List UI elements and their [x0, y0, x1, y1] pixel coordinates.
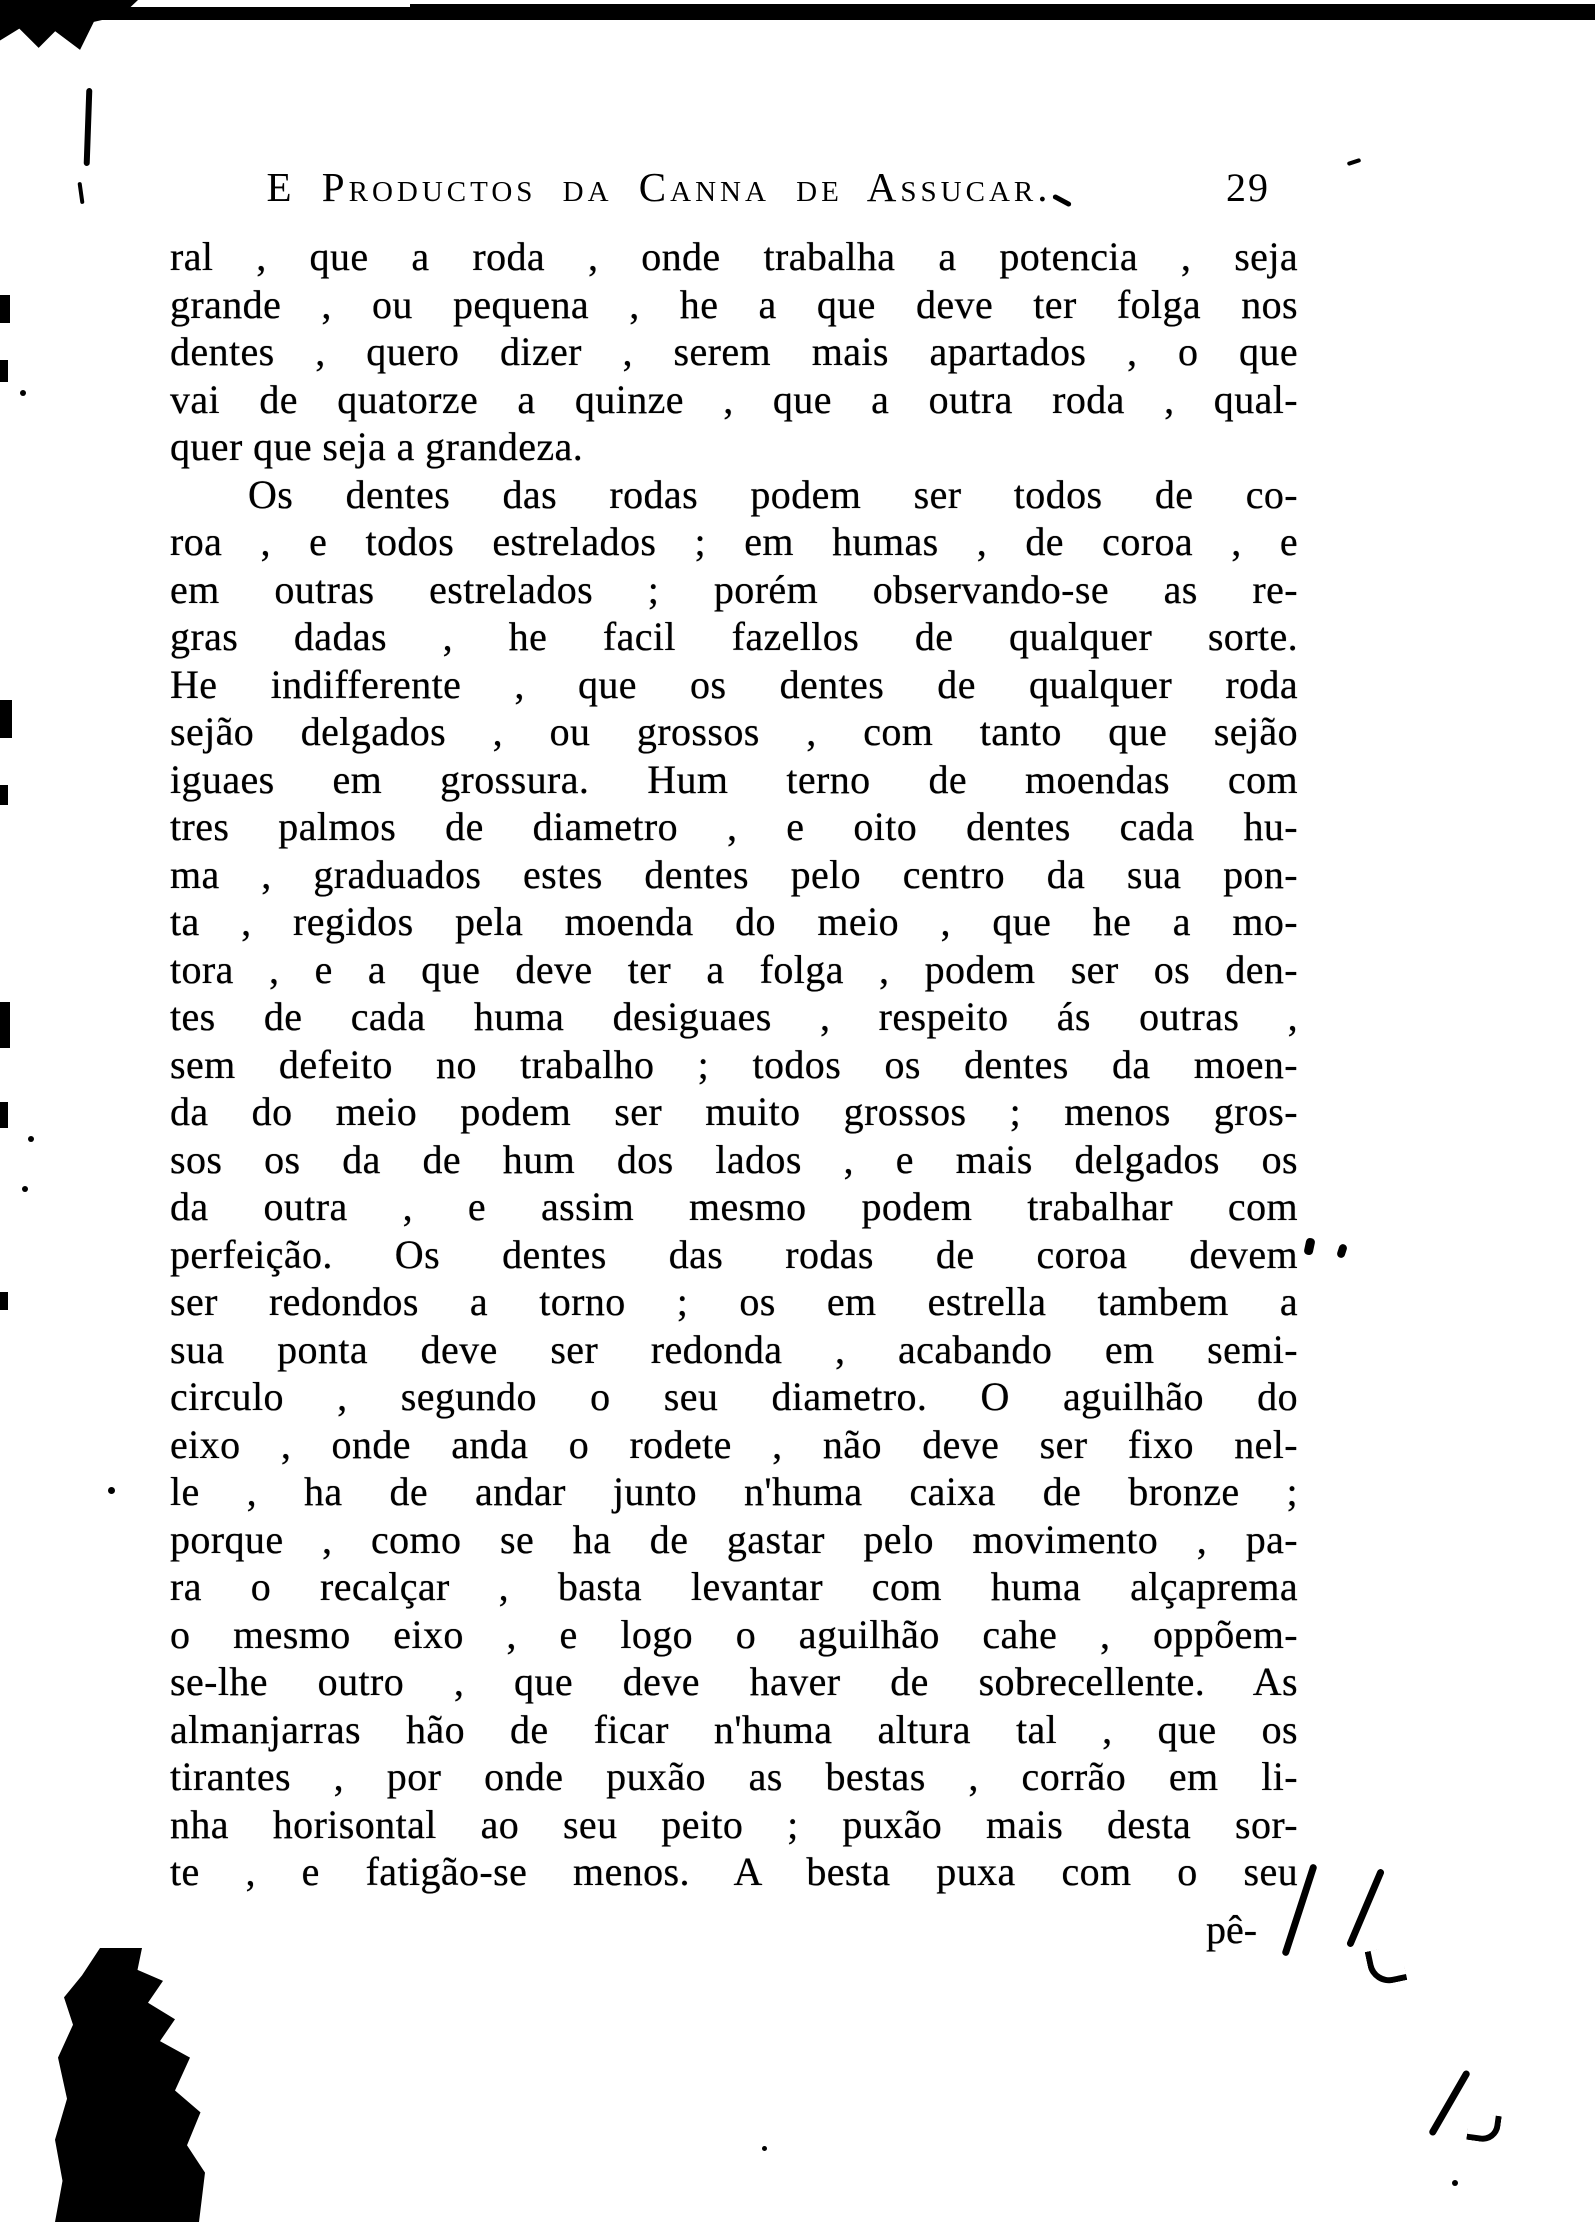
text-line: circulo , segundo o seu diametro. O aguilhão do	[170, 1374, 1298, 1419]
scan-left-edge-artifact	[0, 785, 8, 805]
scan-left-edge-artifact	[0, 700, 12, 738]
pen-tick	[1347, 158, 1362, 166]
text-line: tes de cada huma desiguaes , respeito ás outras ,	[170, 994, 1298, 1039]
scan-top-edge-artifact	[410, 4, 1595, 12]
scan-left-edge-artifact	[0, 1102, 8, 1128]
text-line: sos os da de hum dos lados , e mais delgados os	[170, 1136, 1298, 1182]
pen-scribble	[1346, 1868, 1385, 1948]
scan-corner-blotch	[0, 0, 138, 52]
text-line: ra o recalçar , basta levantar com huma alçaprema	[170, 1564, 1298, 1609]
text-line: nha horisontal ao seu peito ; puxão mais desta sor-	[170, 1801, 1298, 1847]
text-line: tora , e a que deve ter a folga , podem ser os den-	[170, 946, 1298, 992]
text-line: eixo , onde anda o rodete , não deve ser fixo nel-	[170, 1421, 1298, 1467]
text-line: gras dadas , he facil fazellos de qualquer sorte.	[170, 614, 1298, 659]
ink-speck	[28, 1136, 34, 1142]
ink-blotch	[55, 1948, 205, 2222]
text-line: sua ponta deve ser redonda , acabando em semi-	[170, 1326, 1298, 1372]
pen-mark	[77, 182, 84, 204]
text-line: porque , como se ha de gastar pelo movimento , pa-	[170, 1516, 1298, 1562]
text-line: quer que seja a grandeza.	[170, 424, 584, 469]
scan-left-edge-artifact	[0, 1292, 8, 1310]
pen-scribble	[1466, 2112, 1502, 2144]
ink-speck	[1452, 2180, 1458, 2186]
text-line: sejão delgados , ou grossos , com tanto que sejão	[170, 709, 1298, 754]
text-line: perfeição. Os dentes das rodas de coroa devem	[170, 1231, 1298, 1277]
text-line: tirantes , por onde puxão as bestas , corrão em li-	[170, 1754, 1298, 1799]
running-header-title: E Productos da Canna de Assucar.	[266, 164, 1052, 210]
text-line: roa , e todos estrelados ; em humas , de coroa , e	[170, 519, 1298, 564]
scan-left-edge-artifact	[0, 295, 10, 323]
ink-speck	[108, 1487, 115, 1494]
text-line: He indifferente , que os dentes de qualquer roda	[170, 661, 1298, 707]
text-line: em outras estrelados ; porém observando-se as re-	[170, 566, 1298, 612]
text-line: da outra , e assim mesmo podem trabalhar com	[170, 1184, 1298, 1229]
scan-left-edge-artifact	[0, 360, 8, 382]
page-number: 29	[1226, 165, 1270, 210]
text-line: ral , que a roda , onde trabalha a potencia , seja	[170, 234, 1298, 279]
running-header	[170, 164, 1298, 216]
pen-scribble	[1428, 2069, 1471, 2137]
text-line: sem defeito no trabalho ; todos os dentes da moen-	[170, 1041, 1298, 1087]
text-block	[170, 233, 1298, 1896]
text-line: almanjarras hão de ficar n'huma altura tal , que os	[170, 1706, 1298, 1752]
text-line: ser redondos a torno ; os em estrella tambem a	[170, 1279, 1298, 1324]
text-line: grande , ou pequena , he a que deve ter folga nos	[170, 281, 1298, 327]
text-line: o mesmo eixo , e logo o aguilhão cahe , oppõem-	[170, 1611, 1298, 1657]
text-line: iguaes em grossura. Hum terno de moendas com	[170, 756, 1298, 802]
ink-speck	[762, 2146, 767, 2151]
ink-speck	[20, 390, 26, 396]
scan-left-edge-artifact	[0, 1002, 10, 1048]
text-line: se-lhe outro , que deve haver de sobrecellente. As	[170, 1659, 1298, 1704]
text-line: tres palmos de diametro , e oito dentes cada hu-	[170, 804, 1298, 849]
pen-mark	[84, 88, 93, 166]
text-line: ma , graduados estes dentes pelo centro da sua pon-	[170, 851, 1298, 897]
ink-speck	[1303, 1237, 1315, 1255]
pen-scribble	[1365, 1945, 1408, 1988]
text-line: ta , regidos pela moenda do meio , que he a mo-	[170, 899, 1298, 944]
text-line: dentes , quero dizer , serem mais apartados , o que	[170, 329, 1298, 374]
ink-speck	[22, 1186, 28, 1192]
text-line: te , e fatigão-se menos. A besta puxa com o seu	[170, 1849, 1298, 1894]
ink-speck	[1336, 1243, 1348, 1259]
text-line: vai de quatorze a quinze , que a outra roda , qual-	[170, 376, 1298, 422]
text-line: da do meio podem ser muito grossos ; menos gros-	[170, 1089, 1298, 1134]
text-line: le , ha de andar junto n'huma caixa de bronze ;	[170, 1469, 1298, 1514]
catchword: pê-	[1206, 1907, 1258, 1952]
text-line: Os dentes das rodas podem ser todos de co-	[248, 471, 1298, 517]
